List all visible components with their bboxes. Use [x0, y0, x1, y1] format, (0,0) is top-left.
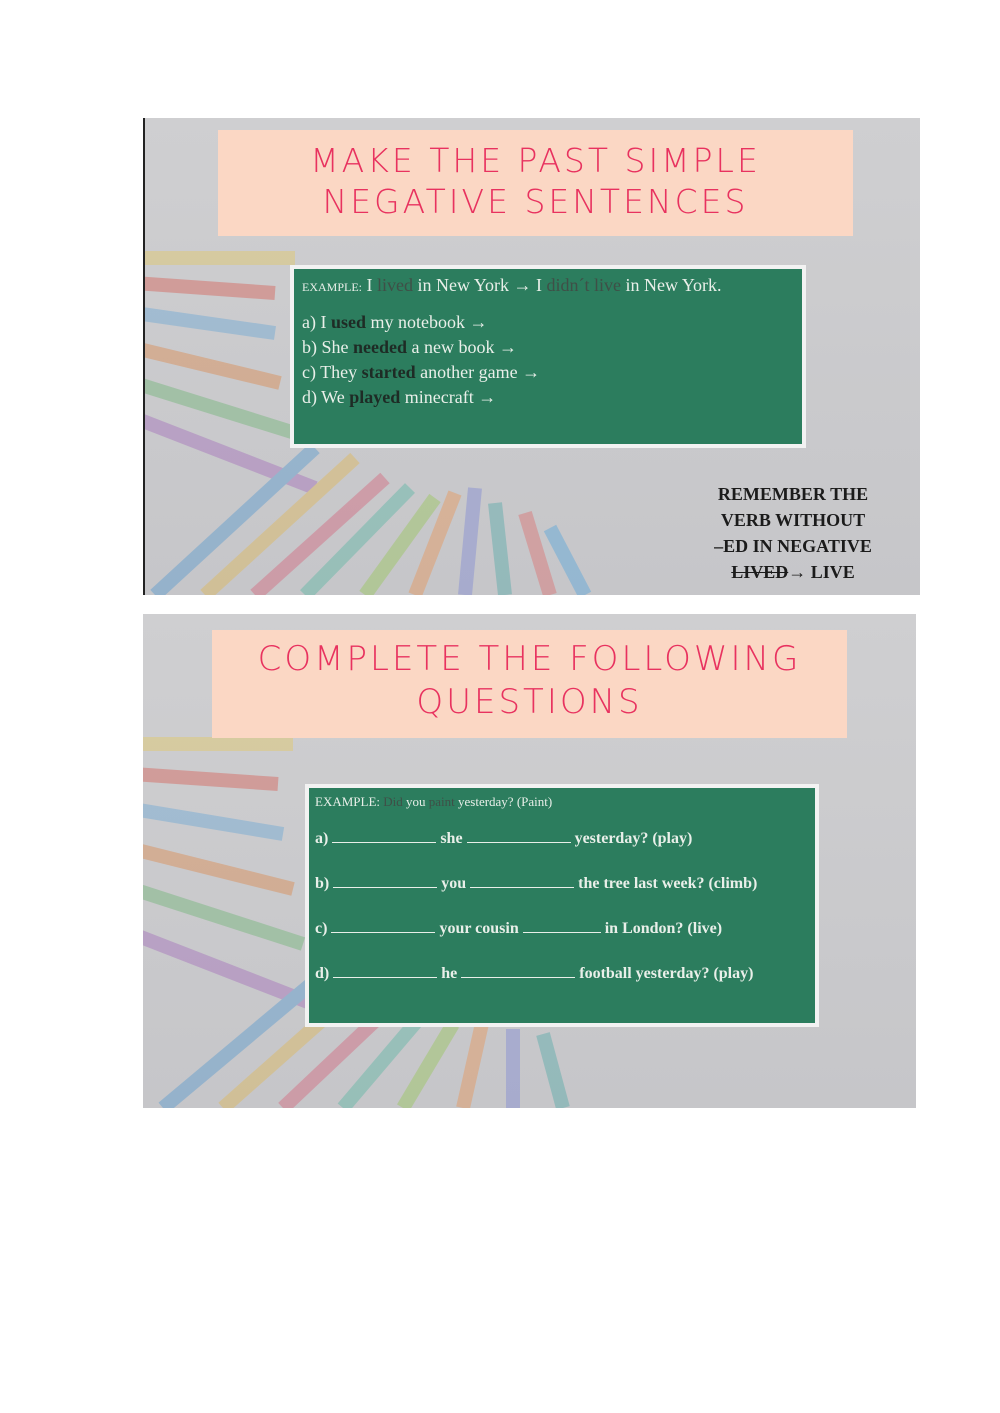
- question-letter: b): [315, 875, 330, 892]
- answer-blank[interactable]: [467, 828, 571, 843]
- remember-line: REMEMBER THE: [717, 484, 869, 504]
- remember-note: [693, 481, 893, 585]
- question-text: yesterday? (play): [574, 830, 693, 847]
- item-text: d) We: [302, 387, 345, 407]
- item-verb: needed: [353, 337, 407, 357]
- example-verb-didnt-live: didn´t live: [546, 275, 622, 295]
- item-text: c) They: [302, 362, 358, 382]
- item-verb: used: [330, 312, 366, 332]
- question-text: she: [440, 830, 463, 847]
- example-label: EXAMPLE:: [302, 280, 362, 294]
- slide2-title-line2: QUESTIONS: [416, 681, 643, 722]
- exercise-item-d: [302, 387, 794, 408]
- remember-text: → LIVE: [788, 562, 855, 582]
- answer-blank[interactable]: [523, 918, 601, 933]
- example-verb-lived: lived: [377, 275, 413, 295]
- example-word: Did: [383, 794, 403, 809]
- example-text: yesterday? (Paint): [458, 794, 553, 809]
- item-text: a) I: [302, 312, 327, 332]
- example-text: in New York.: [625, 275, 722, 295]
- slide1-chalkboard: [290, 265, 806, 448]
- item-verb: played: [349, 387, 401, 407]
- slide2-example: [315, 794, 809, 810]
- slide1-title-line1: MAKE THE PAST SIMPLE: [310, 141, 761, 180]
- example-text: in New York →: [417, 275, 532, 295]
- item-text: b) She: [302, 337, 349, 357]
- question-text: football yesterday? (play): [579, 965, 754, 982]
- slide2-title-banner: [212, 630, 847, 738]
- answer-blank[interactable]: [331, 918, 435, 933]
- question-letter: a): [315, 830, 329, 847]
- question-b: [315, 873, 809, 893]
- example-word: you: [406, 794, 426, 809]
- answer-blank[interactable]: [332, 828, 436, 843]
- exercise-item-b: [302, 337, 794, 358]
- slide1-title-banner: [218, 130, 853, 236]
- question-text: in London? (live): [604, 920, 723, 937]
- answer-blank[interactable]: [333, 873, 437, 888]
- example-text: I: [536, 275, 543, 295]
- question-letter: c): [315, 920, 328, 937]
- answer-blank[interactable]: [461, 963, 575, 978]
- item-text: minecraft →: [404, 387, 497, 407]
- example-word: paint: [428, 794, 455, 809]
- question-text: the tree last week? (climb): [578, 875, 758, 892]
- slide-negative-sentences: [143, 118, 920, 595]
- example-label: EXAMPLE:: [315, 794, 380, 809]
- remember-line: –ED IN NEGATIVE: [714, 536, 872, 556]
- slide1-example: [302, 275, 794, 296]
- question-text: you: [441, 875, 467, 892]
- example-text: I: [366, 275, 373, 295]
- item-verb: started: [361, 362, 416, 382]
- slide1-title-line2: NEGATIVE SENTENCES: [322, 182, 749, 222]
- question-a: [315, 828, 809, 848]
- answer-blank[interactable]: [470, 873, 574, 888]
- exercise-item-a: [302, 312, 794, 333]
- remember-line: [693, 559, 893, 585]
- question-c: [315, 918, 809, 938]
- question-d: [315, 963, 809, 983]
- question-text: your cousin: [439, 920, 519, 937]
- answer-blank[interactable]: [333, 963, 437, 978]
- slide2-title-line1: COMPLETE THE FOLLOWING: [257, 639, 802, 679]
- item-text: a new book →: [411, 337, 517, 357]
- item-text: another game →: [420, 362, 541, 382]
- slide-complete-questions: [143, 614, 916, 1108]
- remember-line: VERB WITHOUT: [720, 510, 866, 530]
- struck-word: LIVED: [731, 562, 789, 582]
- question-letter: d): [315, 965, 330, 982]
- item-text: my notebook →: [370, 312, 488, 332]
- exercise-item-c: [302, 362, 794, 383]
- question-text: he: [441, 965, 458, 982]
- slide2-chalkboard: [305, 784, 819, 1027]
